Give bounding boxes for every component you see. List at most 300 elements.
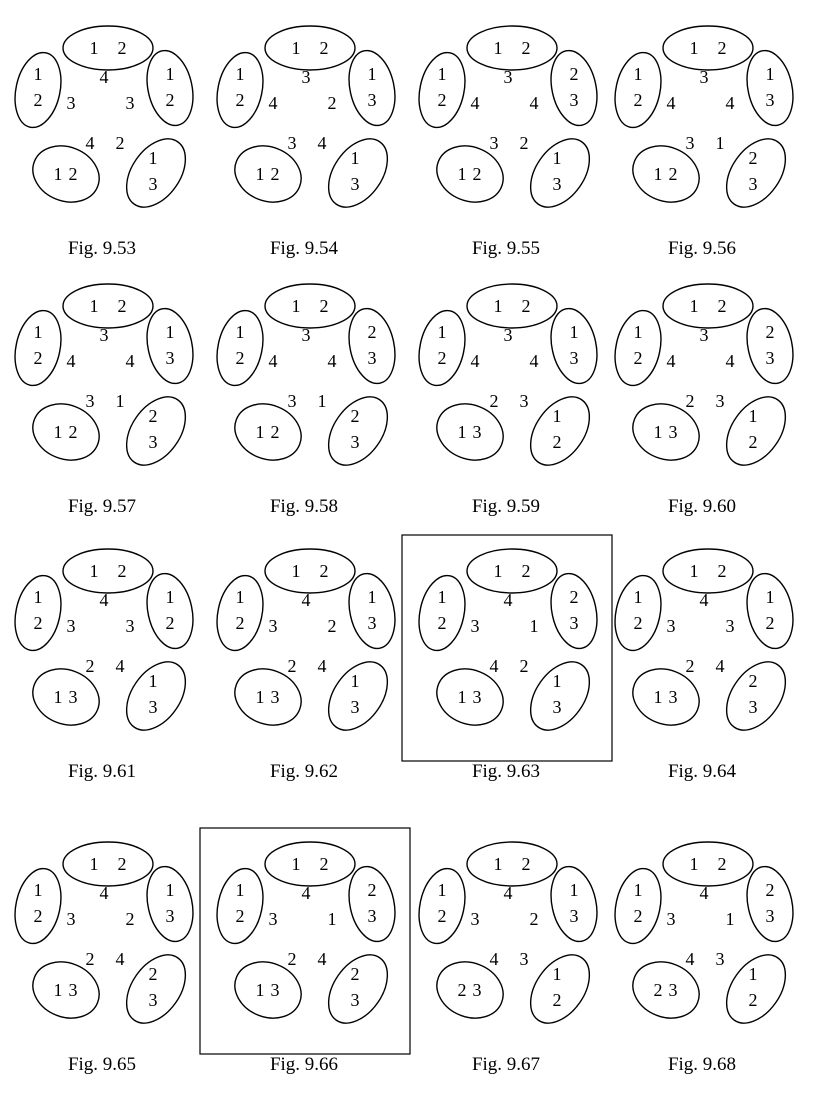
figure-panel bbox=[413, 284, 604, 517]
low-left-number: 4 bbox=[685, 949, 695, 969]
figure-caption: Fig. 9.68 bbox=[667, 1054, 737, 1075]
right-cell bbox=[741, 862, 800, 945]
low-right-number: 4 bbox=[317, 656, 327, 676]
top-cell bbox=[265, 842, 355, 886]
figure-caption: Fig. 9.66 bbox=[269, 1054, 339, 1075]
center-number: 4 bbox=[503, 590, 513, 610]
bottom-right-cell bbox=[519, 944, 602, 1034]
bottom-right-cell-number: 1 bbox=[748, 964, 758, 984]
low-left-number: 3 bbox=[685, 133, 695, 153]
bottom-right-cell bbox=[519, 128, 602, 218]
mid-right-number: 1 bbox=[529, 616, 539, 636]
low-left-number: 4 bbox=[85, 133, 95, 153]
center-number: 4 bbox=[301, 883, 311, 903]
bottom-left-cell-number: 2 bbox=[68, 164, 78, 184]
top-cell bbox=[663, 842, 753, 886]
center-number: 4 bbox=[99, 67, 109, 87]
bottom-left-cell-number: 2 bbox=[270, 164, 280, 184]
bottom-right-cell bbox=[715, 651, 798, 741]
low-left-number: 3 bbox=[287, 133, 297, 153]
top-cell bbox=[467, 842, 557, 886]
right-cell-number: 3 bbox=[165, 906, 175, 926]
mid-left-number: 3 bbox=[470, 909, 480, 929]
low-right-number: 1 bbox=[317, 391, 327, 411]
top-cell bbox=[265, 26, 355, 70]
bottom-left-cell-number: 2 bbox=[472, 164, 482, 184]
bottom-left-cell bbox=[24, 394, 107, 470]
left-cell-number: 2 bbox=[235, 613, 245, 633]
bottom-right-cell-number: 1 bbox=[748, 406, 758, 426]
mid-left-number: 4 bbox=[666, 351, 676, 371]
bottom-right-cell-number: 1 bbox=[148, 671, 158, 691]
mid-left-number: 3 bbox=[66, 616, 76, 636]
top-cell-number: 1 bbox=[89, 854, 99, 874]
low-left-number: 4 bbox=[489, 949, 499, 969]
top-cell-number: 1 bbox=[291, 561, 301, 581]
left-cell-number: 2 bbox=[633, 613, 643, 633]
right-cell-number: 3 bbox=[569, 90, 579, 110]
right-cell bbox=[545, 862, 604, 945]
figure-panel bbox=[413, 26, 604, 259]
bottom-right-cell bbox=[715, 128, 798, 218]
bottom-right-cell-number: 3 bbox=[552, 174, 562, 194]
bottom-right-cell-number: 2 bbox=[148, 964, 158, 984]
right-cell-number: 3 bbox=[367, 906, 377, 926]
low-left-number: 4 bbox=[489, 656, 499, 676]
bottom-left-cell bbox=[624, 394, 707, 470]
bottom-right-cell-number: 3 bbox=[148, 174, 158, 194]
bottom-left-cell-number: 1 bbox=[255, 164, 265, 184]
figure-panel bbox=[609, 842, 800, 1075]
right-cell-number: 2 bbox=[765, 613, 775, 633]
left-cell-number: 1 bbox=[633, 64, 643, 84]
bottom-right-cell-number: 1 bbox=[148, 148, 158, 168]
figure-caption: Fig. 9.64 bbox=[667, 761, 737, 782]
right-cell-number: 1 bbox=[165, 587, 175, 607]
right-cell-number: 3 bbox=[165, 348, 175, 368]
bottom-right-cell-number: 3 bbox=[748, 697, 758, 717]
bottom-left-cell bbox=[226, 659, 309, 735]
right-cell-number: 2 bbox=[569, 587, 579, 607]
mid-right-number: 4 bbox=[529, 93, 539, 113]
center-number: 4 bbox=[301, 590, 311, 610]
bottom-right-cell-number: 1 bbox=[350, 671, 360, 691]
figure-caption: Fig. 9.61 bbox=[67, 761, 137, 782]
top-cell bbox=[265, 549, 355, 593]
top-cell-number: 2 bbox=[717, 854, 727, 874]
right-cell bbox=[741, 569, 800, 652]
figure-caption: Fig. 9.65 bbox=[67, 1054, 137, 1075]
left-cell-number: 1 bbox=[235, 64, 245, 84]
left-cell-number: 1 bbox=[235, 880, 245, 900]
bottom-left-cell-number: 1 bbox=[255, 980, 265, 1000]
bottom-left-cell-number: 1 bbox=[653, 687, 663, 707]
right-cell-number: 3 bbox=[765, 348, 775, 368]
bottom-right-cell-number: 3 bbox=[748, 174, 758, 194]
bottom-left-cell-number: 2 bbox=[653, 980, 663, 1000]
bottom-right-cell-number: 3 bbox=[350, 174, 360, 194]
center-number: 4 bbox=[699, 590, 709, 610]
top-cell-number: 1 bbox=[89, 38, 99, 58]
low-right-number: 3 bbox=[519, 391, 529, 411]
bottom-left-cell-number: 1 bbox=[653, 422, 663, 442]
bottom-right-cell-number: 3 bbox=[350, 697, 360, 717]
top-cell-number: 2 bbox=[521, 854, 531, 874]
bottom-left-cell-number: 1 bbox=[653, 164, 663, 184]
bottom-right-cell bbox=[715, 944, 798, 1034]
top-cell bbox=[663, 26, 753, 70]
bottom-left-cell-number: 3 bbox=[270, 687, 280, 707]
bottom-left-cell-number: 3 bbox=[68, 687, 78, 707]
left-cell-number: 2 bbox=[633, 90, 643, 110]
mid-right-number: 4 bbox=[125, 351, 135, 371]
top-cell-number: 2 bbox=[521, 561, 531, 581]
bottom-left-cell-number: 1 bbox=[53, 980, 63, 1000]
bottom-left-cell bbox=[428, 952, 511, 1028]
bottom-right-cell-number: 1 bbox=[350, 148, 360, 168]
bottom-left-cell bbox=[24, 136, 107, 212]
right-cell-number: 2 bbox=[165, 90, 175, 110]
bottom-left-cell bbox=[624, 952, 707, 1028]
bottom-right-cell bbox=[115, 386, 198, 476]
mid-right-number: 2 bbox=[125, 909, 135, 929]
bottom-right-cell-number: 1 bbox=[552, 671, 562, 691]
low-left-number: 2 bbox=[85, 656, 95, 676]
figure-caption: Fig. 9.55 bbox=[471, 238, 541, 259]
figure-caption: Fig. 9.63 bbox=[471, 761, 541, 782]
figure-caption: Fig. 9.62 bbox=[269, 761, 339, 782]
bottom-right-cell bbox=[317, 128, 400, 218]
figure-panel bbox=[9, 284, 200, 517]
low-right-number: 1 bbox=[115, 391, 125, 411]
mid-left-number: 3 bbox=[666, 909, 676, 929]
bottom-right-cell bbox=[115, 651, 198, 741]
top-cell-number: 1 bbox=[493, 561, 503, 581]
bottom-left-cell-number: 3 bbox=[270, 980, 280, 1000]
bottom-left-cell bbox=[226, 394, 309, 470]
right-cell bbox=[141, 569, 200, 652]
mid-left-number: 3 bbox=[66, 93, 76, 113]
bottom-right-cell bbox=[715, 386, 798, 476]
mid-right-number: 4 bbox=[529, 351, 539, 371]
right-cell bbox=[343, 304, 402, 387]
bottom-left-cell bbox=[428, 394, 511, 470]
bottom-right-cell-number: 3 bbox=[350, 432, 360, 452]
left-cell-number: 2 bbox=[33, 906, 43, 926]
mid-left-number: 4 bbox=[470, 93, 480, 113]
top-cell-number: 2 bbox=[717, 38, 727, 58]
bottom-right-cell-number: 3 bbox=[148, 697, 158, 717]
bottom-right-cell bbox=[317, 386, 400, 476]
bottom-left-cell-number: 3 bbox=[472, 687, 482, 707]
right-cell bbox=[141, 862, 200, 945]
bottom-right-cell-number: 1 bbox=[552, 406, 562, 426]
top-cell-number: 2 bbox=[717, 296, 727, 316]
right-cell-number: 1 bbox=[165, 64, 175, 84]
top-cell-number: 2 bbox=[521, 38, 531, 58]
bottom-right-cell-number: 1 bbox=[552, 148, 562, 168]
top-cell-number: 1 bbox=[89, 561, 99, 581]
right-cell-number: 2 bbox=[367, 322, 377, 342]
low-left-number: 2 bbox=[685, 656, 695, 676]
bottom-left-cell bbox=[24, 952, 107, 1028]
right-cell-number: 2 bbox=[765, 322, 775, 342]
top-cell bbox=[663, 549, 753, 593]
figure-caption: Fig. 9.57 bbox=[67, 496, 137, 517]
top-cell-number: 2 bbox=[319, 854, 329, 874]
figure-panel bbox=[200, 828, 410, 1075]
top-cell bbox=[467, 549, 557, 593]
right-cell-number: 3 bbox=[569, 906, 579, 926]
mid-left-number: 4 bbox=[470, 351, 480, 371]
right-cell-number: 1 bbox=[165, 880, 175, 900]
left-cell-number: 1 bbox=[235, 587, 245, 607]
bottom-right-cell-number: 2 bbox=[552, 990, 562, 1010]
top-cell bbox=[467, 284, 557, 328]
left-cell-number: 1 bbox=[33, 64, 43, 84]
top-cell bbox=[467, 26, 557, 70]
left-cell-number: 2 bbox=[235, 348, 245, 368]
low-right-number: 3 bbox=[715, 391, 725, 411]
bottom-left-cell-number: 1 bbox=[53, 422, 63, 442]
mid-right-number: 2 bbox=[327, 93, 337, 113]
bottom-left-cell-number: 3 bbox=[668, 980, 678, 1000]
left-cell-number: 2 bbox=[633, 906, 643, 926]
top-cell-number: 1 bbox=[689, 38, 699, 58]
bottom-right-cell-number: 2 bbox=[552, 432, 562, 452]
low-right-number: 3 bbox=[715, 949, 725, 969]
right-cell bbox=[545, 304, 604, 387]
right-cell-number: 1 bbox=[569, 322, 579, 342]
bottom-left-cell-number: 1 bbox=[255, 687, 265, 707]
top-cell bbox=[265, 284, 355, 328]
bottom-left-cell-number: 2 bbox=[668, 164, 678, 184]
bottom-left-cell bbox=[226, 136, 309, 212]
figure-panel bbox=[609, 26, 800, 259]
right-cell bbox=[741, 46, 800, 129]
bottom-right-cell-number: 3 bbox=[350, 990, 360, 1010]
right-cell-number: 1 bbox=[569, 880, 579, 900]
figure-caption: Fig. 9.53 bbox=[67, 238, 137, 259]
mid-left-number: 3 bbox=[66, 909, 76, 929]
left-cell-number: 1 bbox=[33, 587, 43, 607]
bottom-left-cell-number: 1 bbox=[457, 687, 467, 707]
mid-left-number: 4 bbox=[268, 93, 278, 113]
figure-panel bbox=[413, 842, 604, 1075]
left-cell-number: 1 bbox=[33, 322, 43, 342]
top-cell-number: 2 bbox=[521, 296, 531, 316]
mid-left-number: 3 bbox=[268, 909, 278, 929]
mid-right-number: 1 bbox=[327, 909, 337, 929]
mid-left-number: 4 bbox=[66, 351, 76, 371]
top-cell-number: 1 bbox=[689, 561, 699, 581]
low-right-number: 2 bbox=[519, 133, 529, 153]
bottom-left-cell-number: 3 bbox=[668, 687, 678, 707]
right-cell-number: 1 bbox=[367, 64, 377, 84]
figure-panel bbox=[9, 549, 200, 782]
left-cell-number: 2 bbox=[437, 906, 447, 926]
center-number: 4 bbox=[503, 883, 513, 903]
right-cell bbox=[343, 46, 402, 129]
left-cell-number: 1 bbox=[633, 587, 643, 607]
figure-panel bbox=[9, 26, 200, 259]
top-cell-number: 1 bbox=[291, 38, 301, 58]
right-cell-number: 3 bbox=[367, 348, 377, 368]
left-cell-number: 2 bbox=[437, 90, 447, 110]
bottom-right-cell-number: 2 bbox=[350, 964, 360, 984]
right-cell bbox=[343, 862, 402, 945]
right-cell bbox=[741, 304, 800, 387]
top-cell-number: 1 bbox=[689, 854, 699, 874]
right-cell bbox=[343, 569, 402, 652]
bottom-left-cell-number: 1 bbox=[53, 687, 63, 707]
bottom-left-cell bbox=[624, 136, 707, 212]
bottom-right-cell-number: 2 bbox=[748, 990, 758, 1010]
top-cell-number: 1 bbox=[493, 296, 503, 316]
right-cell-number: 2 bbox=[165, 613, 175, 633]
left-cell-number: 1 bbox=[235, 322, 245, 342]
low-left-number: 3 bbox=[85, 391, 95, 411]
low-right-number: 2 bbox=[115, 133, 125, 153]
center-number: 3 bbox=[699, 325, 709, 345]
bottom-left-cell-number: 1 bbox=[457, 422, 467, 442]
bottom-left-cell-number: 1 bbox=[53, 164, 63, 184]
figure-caption: Fig. 9.59 bbox=[471, 496, 541, 517]
left-cell-number: 1 bbox=[437, 322, 447, 342]
top-cell-number: 1 bbox=[291, 854, 301, 874]
low-right-number: 4 bbox=[115, 949, 125, 969]
top-cell-number: 1 bbox=[493, 854, 503, 874]
center-number: 3 bbox=[503, 67, 513, 87]
figure-panel bbox=[211, 549, 402, 782]
bottom-right-cell-number: 1 bbox=[552, 964, 562, 984]
low-left-number: 2 bbox=[287, 656, 297, 676]
top-cell-number: 1 bbox=[689, 296, 699, 316]
mid-right-number: 2 bbox=[529, 909, 539, 929]
left-cell-number: 2 bbox=[235, 90, 245, 110]
bottom-left-cell bbox=[428, 659, 511, 735]
low-right-number: 3 bbox=[519, 949, 529, 969]
mid-right-number: 4 bbox=[725, 93, 735, 113]
low-right-number: 1 bbox=[715, 133, 725, 153]
bottom-left-cell-number: 2 bbox=[270, 422, 280, 442]
mid-right-number: 3 bbox=[725, 616, 735, 636]
top-cell-number: 2 bbox=[117, 296, 127, 316]
bottom-right-cell-number: 2 bbox=[748, 432, 758, 452]
figure-caption: Fig. 9.58 bbox=[269, 496, 339, 517]
bottom-right-cell-number: 2 bbox=[148, 406, 158, 426]
figure-caption: Fig. 9.60 bbox=[667, 496, 737, 517]
right-cell-number: 1 bbox=[765, 587, 775, 607]
right-cell-number: 1 bbox=[765, 64, 775, 84]
right-cell-number: 3 bbox=[765, 90, 775, 110]
bottom-right-cell-number: 3 bbox=[148, 990, 158, 1010]
left-cell-number: 2 bbox=[235, 906, 245, 926]
right-cell bbox=[545, 46, 604, 129]
figure-panel bbox=[609, 549, 800, 782]
top-cell-number: 2 bbox=[319, 38, 329, 58]
bottom-left-cell-number: 1 bbox=[457, 164, 467, 184]
top-cell-number: 1 bbox=[291, 296, 301, 316]
left-cell-number: 2 bbox=[437, 613, 447, 633]
bottom-right-cell bbox=[317, 651, 400, 741]
bottom-left-cell-number: 2 bbox=[68, 422, 78, 442]
right-cell-number: 1 bbox=[367, 587, 377, 607]
low-right-number: 2 bbox=[519, 656, 529, 676]
bottom-right-cell-number: 3 bbox=[552, 697, 562, 717]
figure-panel bbox=[211, 26, 402, 259]
mid-left-number: 3 bbox=[470, 616, 480, 636]
top-cell bbox=[63, 549, 153, 593]
figure-panel bbox=[609, 284, 800, 517]
center-number: 4 bbox=[699, 883, 709, 903]
bottom-left-cell-number: 3 bbox=[668, 422, 678, 442]
top-cell-number: 2 bbox=[117, 561, 127, 581]
bottom-right-cell-number: 2 bbox=[748, 148, 758, 168]
bottom-left-cell bbox=[24, 659, 107, 735]
center-number: 3 bbox=[699, 67, 709, 87]
center-number: 3 bbox=[301, 67, 311, 87]
mid-right-number: 3 bbox=[125, 93, 135, 113]
right-cell bbox=[545, 569, 604, 652]
left-cell-number: 2 bbox=[33, 348, 43, 368]
right-cell-number: 3 bbox=[367, 613, 377, 633]
mid-left-number: 3 bbox=[666, 616, 676, 636]
figure-panel bbox=[9, 842, 200, 1075]
mid-right-number: 4 bbox=[327, 351, 337, 371]
figure-caption: Fig. 9.67 bbox=[471, 1054, 541, 1075]
right-cell-number: 2 bbox=[765, 880, 775, 900]
top-cell-number: 2 bbox=[117, 38, 127, 58]
left-cell-number: 1 bbox=[33, 880, 43, 900]
top-cell bbox=[63, 284, 153, 328]
left-cell-number: 1 bbox=[437, 64, 447, 84]
left-cell-number: 2 bbox=[437, 348, 447, 368]
top-cell bbox=[63, 26, 153, 70]
right-cell-number: 1 bbox=[165, 322, 175, 342]
low-left-number: 2 bbox=[287, 949, 297, 969]
left-cell-number: 2 bbox=[633, 348, 643, 368]
bottom-right-cell-number: 2 bbox=[350, 406, 360, 426]
right-cell-number: 2 bbox=[367, 880, 377, 900]
bottom-right-cell bbox=[317, 944, 400, 1034]
bottom-left-cell-number: 1 bbox=[255, 422, 265, 442]
center-number: 4 bbox=[99, 883, 109, 903]
bottom-left-cell-number: 2 bbox=[457, 980, 467, 1000]
top-cell bbox=[663, 284, 753, 328]
right-cell-number: 3 bbox=[765, 906, 775, 926]
bottom-right-cell bbox=[519, 386, 602, 476]
left-cell-number: 1 bbox=[633, 322, 643, 342]
right-cell bbox=[141, 46, 200, 129]
low-left-number: 2 bbox=[685, 391, 695, 411]
bottom-left-cell bbox=[226, 952, 309, 1028]
top-cell-number: 2 bbox=[117, 854, 127, 874]
bottom-left-cell-number: 3 bbox=[68, 980, 78, 1000]
mid-left-number: 4 bbox=[666, 93, 676, 113]
low-right-number: 4 bbox=[715, 656, 725, 676]
mid-right-number: 1 bbox=[725, 909, 735, 929]
center-number: 3 bbox=[503, 325, 513, 345]
left-cell-number: 1 bbox=[437, 880, 447, 900]
top-cell-number: 2 bbox=[319, 561, 329, 581]
low-left-number: 2 bbox=[85, 949, 95, 969]
bottom-left-cell bbox=[624, 659, 707, 735]
mid-right-number: 3 bbox=[125, 616, 135, 636]
mid-left-number: 4 bbox=[268, 351, 278, 371]
top-cell-number: 2 bbox=[319, 296, 329, 316]
center-number: 4 bbox=[99, 590, 109, 610]
